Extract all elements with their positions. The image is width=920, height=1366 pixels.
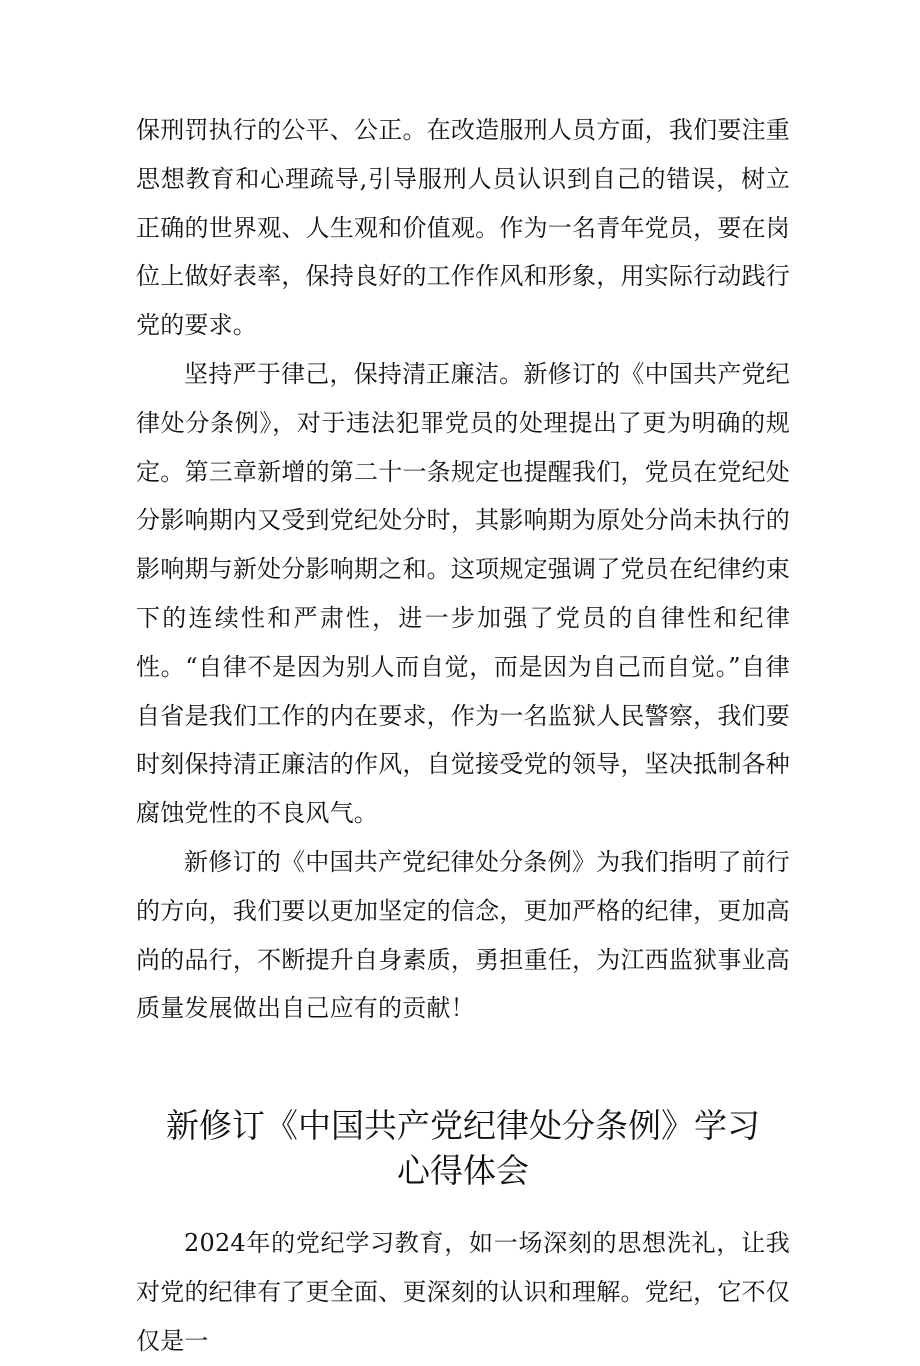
article-title-line-2: 心得体会 bbox=[397, 1151, 529, 1191]
paragraph-intro: 2024年的党纪学习教育，如一场深刻的思想洗礼，让我对党的纪律有了更全面、更深刻的认识和理解。党纪，它不仅仅是一 bbox=[136, 1229, 790, 1355]
article-title-line-1: 新修订《中国共产党纪律处分条例》学习 bbox=[166, 1106, 760, 1146]
paragraph-continuation: 保刑罚执行的公平、公正。在改造服刑人员方面，我们要注重思想教育和心理疏导,引导服刑人员认识到自己的错误，树立正确的世界观、人生观和价值观。作为一名青年党员，要在岗位上做好表率，保持良好的工作作风和形象，用实际行动践行党的要求。 bbox=[136, 116, 790, 340]
article-title bbox=[136, 1103, 790, 1193]
document-body bbox=[136, 106, 790, 1366]
paragraph-self-discipline: 坚持严于律己，保持清正廉洁。新修订的《中国共产党纪律处分条例》，对于违法犯罪党员的处理提出了更为明确的规定。第三章新增的第二十一条规定也提醒我们，党员在党纪处分影响期内又受到党纪处分时，其影响期为原处分尚未执行的影响期与新处分影响期之和。这项规定强调了党员在纪律约束下的连续性和严肃性，进一步加强了党员的自律性和纪律性。“自律不是因为别人而自觉，而是因为自己而自觉。”自律自省是我们工作的内在要求，作为一名监狱人民警察，我们要时刻保持清正廉洁的作风，自觉接受党的领导，坚决抵制各种腐蚀党性的不良风气。 bbox=[136, 359, 790, 828]
paragraph-conclusion: 新修订的《中国共产党纪律处分条例》为我们指明了前行的方向，我们要以更加坚定的信念，更加严格的纪律，更加高尚的品行，不断提升自身素质，勇担重任，为江西监狱事业高质量发展做出自己应有的贡献！ bbox=[136, 847, 790, 1023]
